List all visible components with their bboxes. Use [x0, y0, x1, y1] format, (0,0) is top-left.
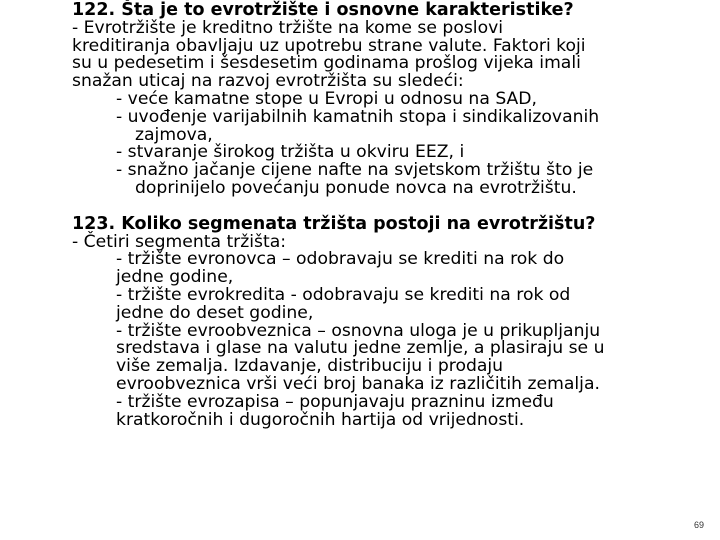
answer-123-line: - tržište evroobveznica – osnovna uloga je u prikupljanju — [116, 320, 601, 341]
question-122-heading: 122. Šta je to evrotržište i osnovne karakteristike? — [72, 0, 574, 20]
answer-123-line: jedne godine, — [116, 267, 234, 288]
answer-123-line: jedne do deset godine, — [116, 302, 314, 323]
answer-123-line: sredstava i glase na valutu jedne zemlje, a plasiraju se u — [116, 338, 605, 359]
answer-122-line: snažan uticaj na razvoj evrotržišta su sledeći: — [72, 71, 464, 92]
answer-123-line: evroobveznica vrši veći broj banaka iz različitih zemalja. — [116, 373, 600, 394]
answer-122-line: su u pedesetim i šesdesetim godinama prošlog vijeka imali — [72, 53, 581, 74]
slide-text — [72, 2, 682, 429]
answer-122-bullet: - uvođenje varijabilnih kamatnih stopa i sindikalizovanih — [116, 106, 600, 127]
answer-123-line: - tržište evrokredita - odobravaju se krediti na rok od — [116, 284, 571, 305]
answer-123-line: više zemalja. Izdavanje, distribuciju i prodaju — [116, 356, 504, 377]
page-number: 69 — [693, 520, 704, 530]
question-123-heading: 123. Koliko segmenata tržišta postoji na evrotržištu? — [72, 213, 596, 234]
answer-123-line: - tržište evronovca – odobravaju se krediti na rok do — [116, 249, 565, 270]
answer-122-bullet: - stvaranje širokog tržišta u okviru EEZ, i — [116, 142, 465, 163]
answer-122-line: kreditiranja obavljaju uz upotrebu strane valute. Faktori koji — [72, 35, 586, 56]
answer-123-line: - tržište evrozapisa – popunjavaju prazninu između — [116, 391, 554, 412]
answer-123-line: kratkoročnih i dugoročnih hartija od vrijednosti. — [116, 409, 525, 430]
answer-122-bullet-continuation: doprinijelo povećanju ponude novca na evrotržištu. — [135, 177, 577, 198]
answer-122-bullet-continuation: zajmova, — [135, 124, 213, 145]
answer-122-bullet: - veće kamatne stope u Evropi u odnosu na SAD, — [116, 88, 538, 109]
answer-122-line: - Evrotržište je kreditno tržište na kome se poslovi — [72, 17, 504, 38]
answer-122-bullet: - snažno jačanje cijene nafte na svjetskom tržištu što je — [116, 160, 594, 181]
answer-123-intro: - Četiri segmenta tržišta: — [72, 231, 287, 252]
